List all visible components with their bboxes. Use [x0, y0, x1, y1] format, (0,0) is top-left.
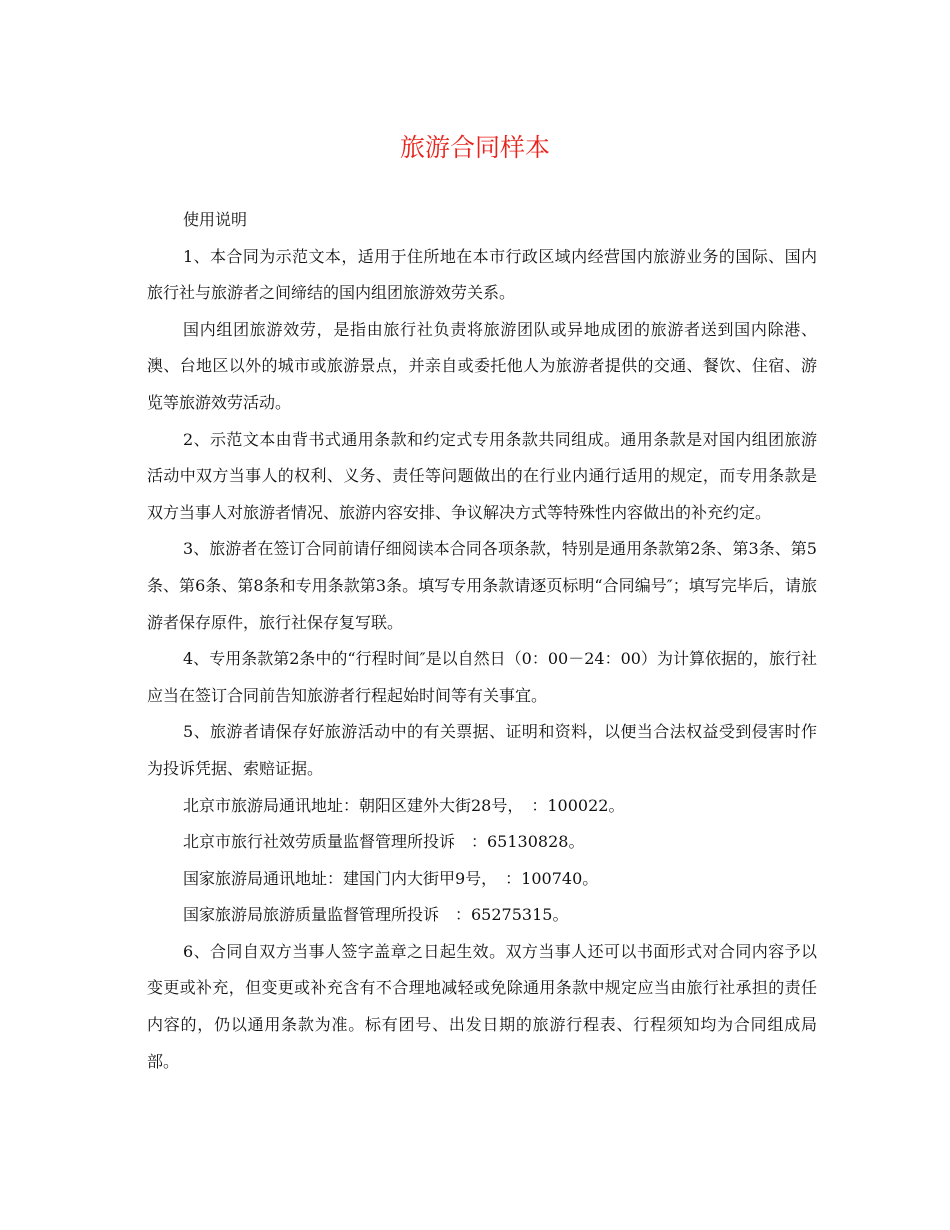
contact-beijing-bureau: 北京市旅游局通讯地址：朝阳区建外大街28号， ：100022。 [183, 795, 625, 815]
paragraph-domestic-service: 国内组团旅游效劳，是指由旅行社负责将旅游团队或异地成团的旅游者送到国内除港、澳、台地区以外的城市或旅游景点，并亲自或委托他人为旅游者提供的交通、餐饮、住宿、游览等旅游效劳活动。 [147, 319, 817, 412]
paragraph-3: 3、旅游者在签订合同前请仔细阅读本合同各项条款，特别是通用条款第2条、第3条、第5条、第6条、第8条和专用条款第3条。填写专用条款请逐页标明“合同编号″；填写完毕后，请旅游者保存原件，旅行社保存复写联。 [147, 539, 817, 632]
paragraph-6: 6、合同自双方当事人签字盖章之日起生效。双方当事人还可以书面形式对合同内容予以变更或补充，但变更或补充含有不合理地减轻或免除通用条款中规定应当由旅行社承担的责任内容的，仍以通用条款为准。标有团号、出发日期的旅游行程表、行程须知均为合同组成局部。 [147, 941, 817, 1071]
paragraph-usage-heading: 使用说明 [183, 210, 248, 229]
paragraph-2: 2、示范文本由背书式通用条款和约定式专用条款共同组成。通用条款是对国内组团旅游活动中双方当事人的权利、义务、责任等问题做出的在行业内通行适用的规定，而专用条款是双方当事人对旅游者情况、旅游内容安排、争议解决方式等特殊性内容做出的补充约定。 [147, 429, 817, 522]
document-title: 旅游合同样本 [399, 133, 550, 162]
paragraph-4: 4、专用条款第2条中的“行程时间″是以自然日（0：00－24：00）为计算依据的，旅行社应当在签订合同前告知旅游者行程起始时间等有关事宜。 [147, 649, 817, 705]
document-body [147, 202, 817, 1080]
paragraph-5: 5、旅游者请保存好旅游活动中的有关票据、证明和资料，以便当合法权益受到侵害时作为投诉凭据、索赔证据。 [147, 722, 817, 778]
contact-national-complaint: 国家旅游局旅游质量监督管理所投诉 ：65275315。 [183, 905, 569, 925]
paragraph-1: 1、本合同为示范文本，适用于住所地在本市行政区域内经营国内旅游业务的国际、国内旅行社与旅游者之间缔结的国内组团旅游效劳关系。 [147, 246, 817, 303]
contact-beijing-complaint: 北京市旅行社效劳质量监督管理所投诉 ：65130828。 [183, 832, 585, 852]
contact-national-bureau: 国家旅游局通讯地址：建国门内大街甲9号， ：100740。 [183, 868, 599, 888]
